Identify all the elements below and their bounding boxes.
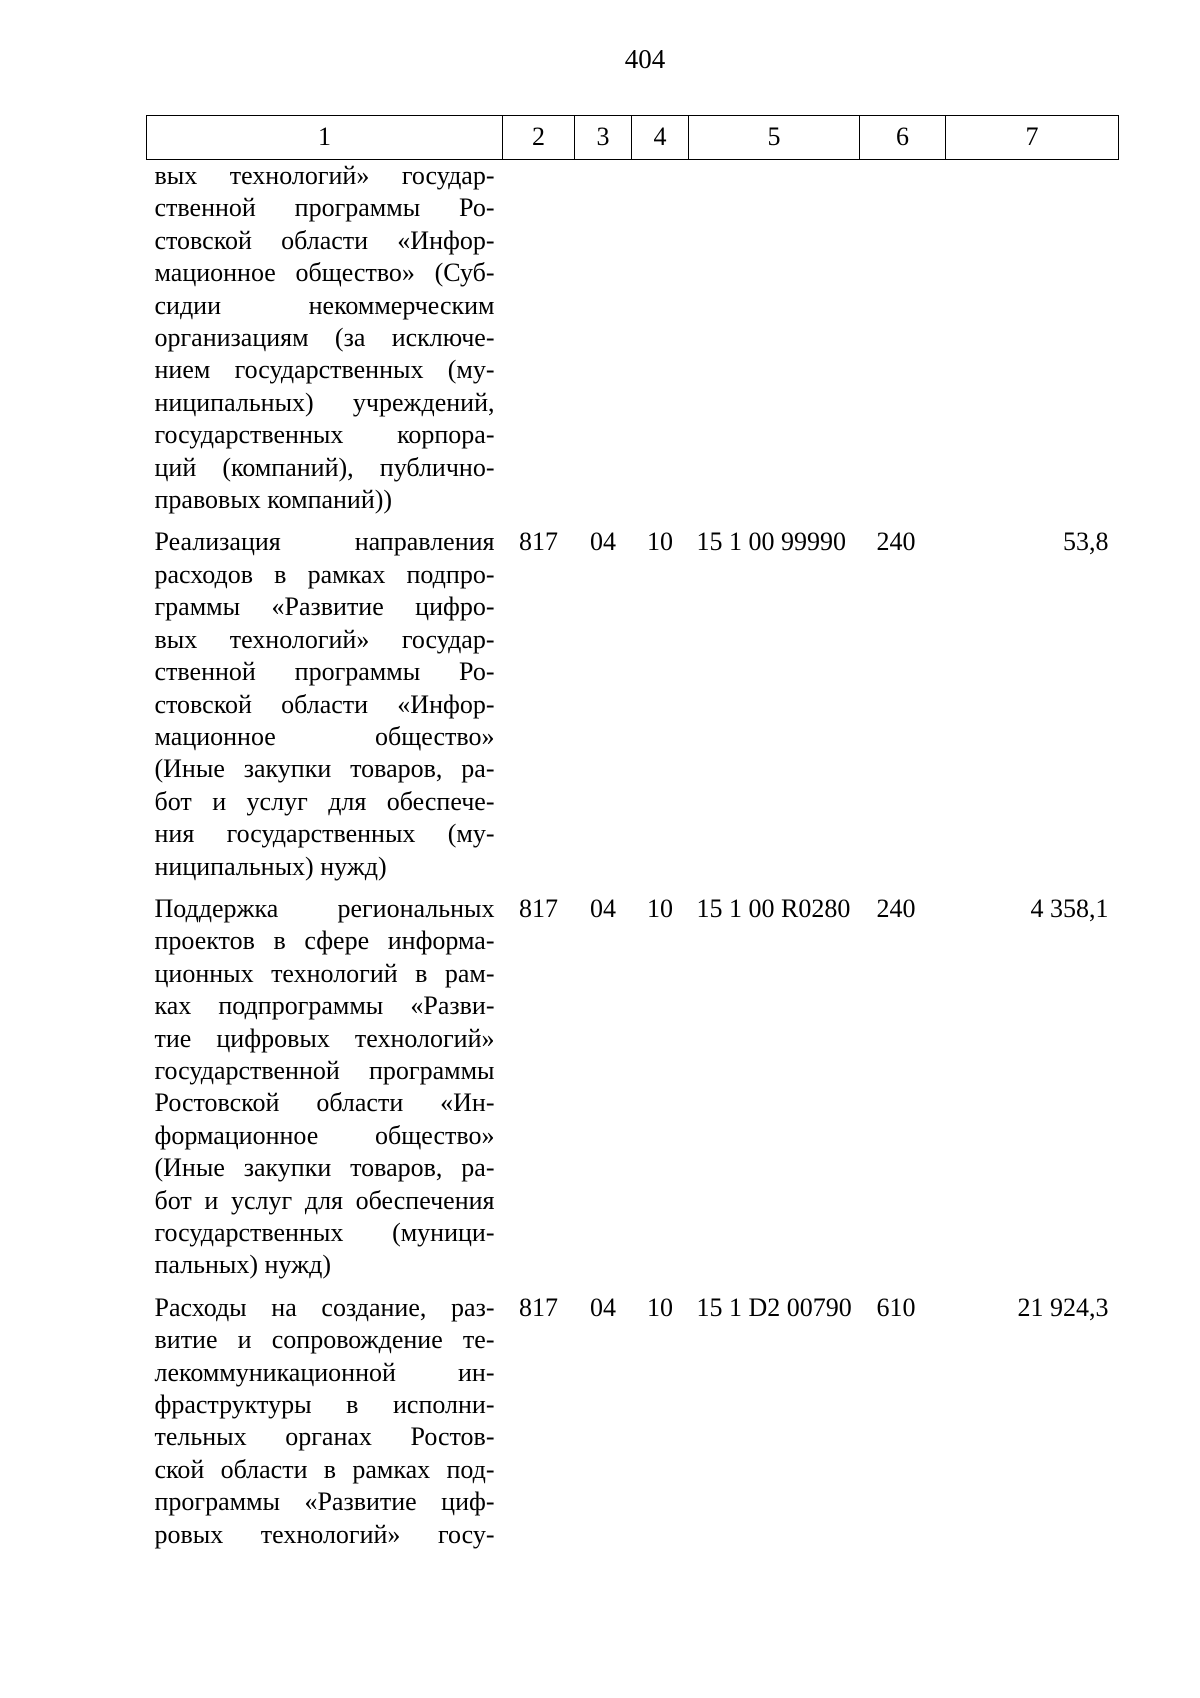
table-row [147,526,1119,892]
header-row [147,116,1119,160]
row-name [147,1292,503,1561]
table-header [147,116,1119,160]
target-article-code: 15 1 D2 00790 [696,1292,852,1322]
header-cell-target-article: 5 [689,116,860,160]
header-cell-expense-type: 6 [860,116,946,160]
ministry-code: 817 [519,893,558,923]
section-code: 04 [590,893,616,923]
name-line: Поддержка региональных [154,893,495,923]
name-line: Реализация направления [154,527,495,557]
header-cell-amount: 7 [946,116,1119,160]
name-line: ния государственных (му- [154,819,495,849]
name-line: формационное общество» [154,1120,495,1150]
name-line: витие и сопровождение те- [154,1325,495,1355]
page-number: 404 [624,44,666,74]
section-code: 04 [590,527,616,557]
name-line: Ростовской области «Ин- [154,1088,495,1118]
name-line: (Иные закупки товаров, ра- [154,1153,495,1183]
name-line: ционных технологий в рам- [154,958,495,988]
ministry-code: 817 [519,1292,558,1322]
row-name [147,526,503,892]
subsection-code: 10 [647,1292,673,1322]
name-line: тельных органах Ростов- [154,1422,495,1452]
name-line: стовской области «Инфор- [154,225,495,255]
name-line: граммы «Развитие цифро- [154,592,495,622]
table-row-continuation [147,160,1119,527]
name-line: ниципальных) учреждений, [154,387,495,417]
name-line: (Иные закупки товаров, ра- [154,754,495,784]
name-line: мационное общество» (Суб- [154,258,495,288]
name-line: государственной программы [154,1055,495,1085]
row-name [147,893,503,1292]
name-line: государственных корпора- [154,420,495,450]
row-name-continuation [147,160,503,527]
name-line: проектов в сфере информа- [154,926,495,956]
budget-table [146,115,1119,1561]
name-line: правовых компаний)) [154,485,393,515]
table-body [147,160,1119,1562]
name-line: фраструктуры в исполни- [154,1390,495,1420]
target-article-code: 15 1 00 R0280 [696,893,851,923]
ministry-code: 817 [519,527,558,557]
subsection-code: 10 [647,893,673,923]
name-line: вых технологий» государ- [154,624,495,654]
name-line: бот и услуг для обеспечения [154,1185,495,1215]
subsection-code: 10 [647,527,673,557]
expense-type-code: 240 [876,527,916,557]
name-line: бот и услуг для обеспече- [154,786,495,816]
expense-type-code: 610 [876,1292,916,1322]
name-line: мационное общество» [154,721,495,751]
header-cell-subsection: 4 [632,116,689,160]
table-row [147,893,1119,1292]
name-line: лекоммуникационной ин- [154,1357,495,1387]
name-line: стовской области «Инфор- [154,689,495,719]
name-line: пальных) нужд) [154,1250,331,1280]
name-line: вых технологий» государ- [154,161,495,190]
name-line: ниципальных) нужд) [154,851,387,881]
name-line: сидии некоммерческим [154,290,495,320]
header-cell-ministry: 2 [503,116,575,160]
name-line: ственной программы Ро- [154,193,495,223]
amount-value: 4 358,1 [1030,893,1109,923]
name-line: организациям (за исключе- [154,323,495,353]
name-line: тие цифровых технологий» [154,1023,495,1053]
name-line: программы «Развитие циф- [154,1487,495,1517]
expense-type-code: 240 [876,893,916,923]
name-line: ках подпрограммы «Разви- [154,991,495,1021]
amount-value: 21 924,3 [1017,1292,1109,1322]
header-cell-section: 3 [575,116,632,160]
name-line: расходов в рамках подпро- [154,559,495,589]
section-code: 04 [590,1292,616,1322]
name-line: нием государственных (му- [154,355,495,385]
table-row [147,1292,1119,1561]
header-cell-name: 1 [147,116,503,160]
name-line: ций (компаний), публично- [154,452,495,482]
name-line: ской области в рамках под- [154,1454,495,1484]
name-line: Расходы на создание, раз- [154,1292,495,1322]
name-line: ственной программы Ро- [154,657,495,687]
name-line: государственных (муници- [154,1218,495,1247]
target-article-code: 15 1 00 99990 [696,527,846,557]
name-line: ровых технологий» госу- [154,1519,495,1549]
amount-value: 53,8 [1063,527,1109,557]
